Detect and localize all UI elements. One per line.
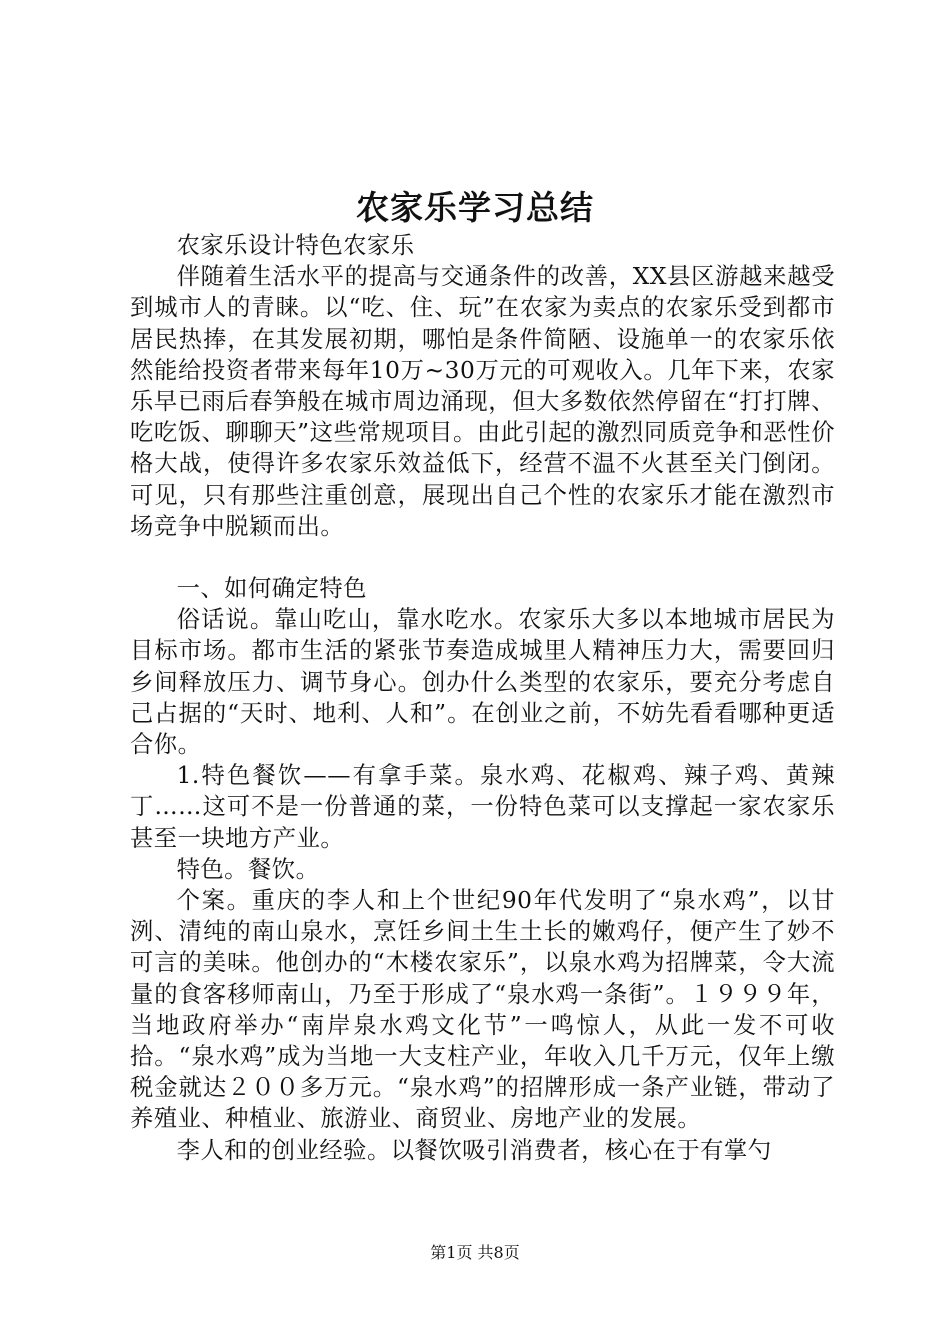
paragraph-spacer [130, 542, 835, 573]
case-paragraph: 个案。重庆的李人和上个世纪90年代发明了“泉水鸡”，以甘洌、清纯的南山泉水，烹饪乡间土生土长的嫩鸡仔，便产生了妙不可言的美味。他创办的“木楼农家乐”，以泉水鸡为招牌菜，令大流量的食客移师南山，乃至于形成了“泉水鸡一条街”。１９９９年，当地政府举办“南岸泉水鸡文化节”一鸣惊人，从此一发不可收拾。“泉水鸡”成为当地一大支柱产业，年收入几千万元，仅年上缴税金就达２００多万元。“泉水鸡”的招牌形成一条产业链，带动了养殖业、种植业、旅游业、商贸业、房地产业的发展。 [130, 887, 835, 1133]
document-body [130, 230, 835, 1166]
body-paragraph: 李人和的创业经验。以餐饮吸引消费者，核心在于有掌勺 [176, 1136, 772, 1164]
section-heading: 一、如何确定特色 [176, 575, 367, 603]
body-paragraph: 特色。餐饮。 [176, 855, 320, 883]
subtitle-paragraph: 农家乐设计特色农家乐 [176, 232, 415, 259]
body-paragraph: 俗话说。靠山吃山，靠水吃水。农家乐大多以本地城市居民为目标市场。都市生活的紧张节奏造成城里人精神压力大，需要回归乡间释放压力、调节身心。创办什么类型的农家乐，要充分考虑自己占据的“天时、地利、人和”。在创业之前，不妨先看看哪种更适合你。 [130, 606, 835, 759]
page-footer: 第1页 共8页 [430, 1243, 520, 1262]
list-item-paragraph: 1.特色餐饮——有拿手菜。泉水鸡、花椒鸡、辣子鸡、黄辣丁……这可不是一份普通的菜，一份特色菜可以支撑起一家农家乐甚至一块地方产业。 [130, 762, 835, 852]
intro-paragraph: 伴随着生活水平的提高与交通条件的改善，XX县区游越来越受到城市人的青睐。以“吃、住、玩”在农家为卖点的农家乐受到都市居民热捧，在其发展初期，哪怕是条件简陋、设施单一的农家乐依然能给投资者带来每年10万~30万元的可观收入。几年下来，农家乐早已雨后春笋般在城市周边涌现，但大多数依然停留在“打打牌、吃吃饭、聊聊天”这些常规项目。由此引起的激烈同质竞争和恶性价格大战，使得许多农家乐效益低下，经营不温不火甚至关门倒闭。可见，只有那些注重创意，展现出自己个性的农家乐才能在激烈市场竞争中脱颖而出。 [130, 263, 835, 540]
document-title: 农家乐学习总结 [356, 188, 594, 227]
